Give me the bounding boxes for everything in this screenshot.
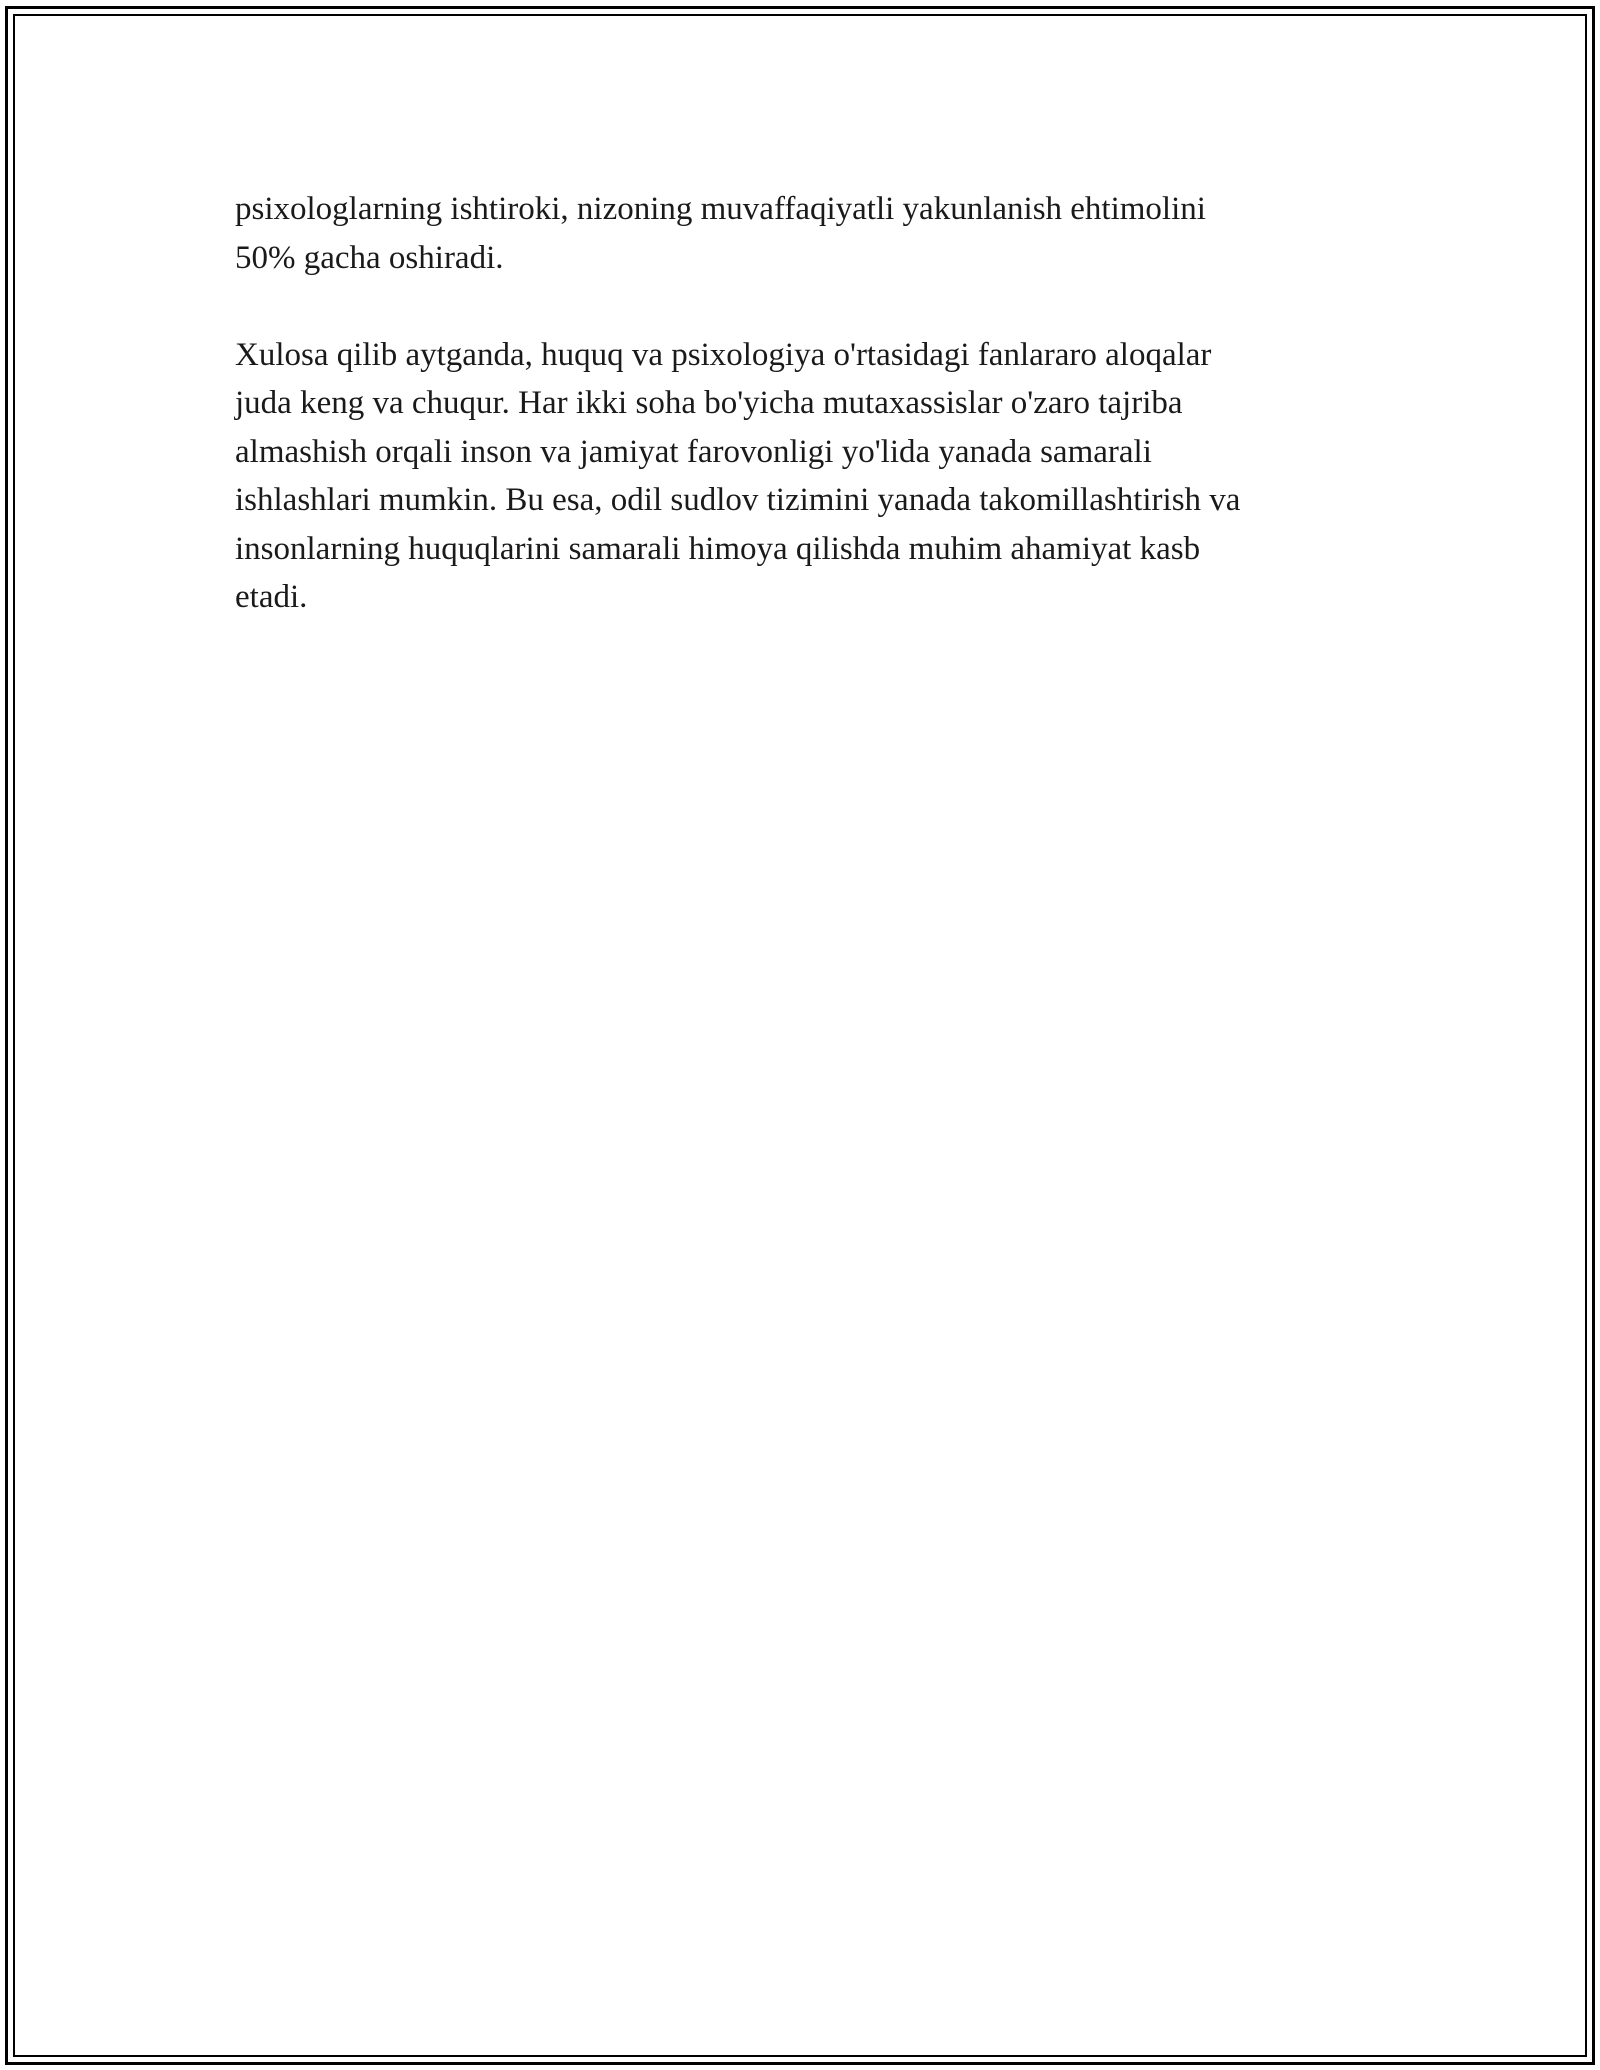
document-body — [235, 185, 1365, 622]
paragraph-line: juda keng va chuqur. Har ikki soha bo'yicha mutaxassislar o'zaro tajriba — [235, 385, 1183, 421]
paragraph-line: Xulosa qilib aytganda, huquq va psixologiya o'rtasidagi fanlararo aloqalar — [235, 336, 1212, 373]
paragraph-line: insonlarning huquqlarini samarali himoya qilishda muhim ahamiyat kasb — [235, 530, 1201, 567]
paragraph-line: psixologlarning ishtiroki, nizoning muvaffaqiyatli yakunlanish ehtimolini — [235, 191, 1206, 227]
paragraph-1 — [235, 185, 1365, 282]
paragraph-2 — [235, 331, 1365, 622]
paragraph-line: etadi. — [235, 579, 308, 615]
paragraph-line: almashish orqali inson va jamiyat farovonligi yo'lida yanada samarali — [235, 433, 1152, 470]
paragraph-line: 50% gacha oshiradi. — [235, 239, 504, 276]
paragraph-line: ishlashlari mumkin. Bu esa, odil sudlov tizimini yanada takomillashtirish va — [235, 482, 1241, 518]
